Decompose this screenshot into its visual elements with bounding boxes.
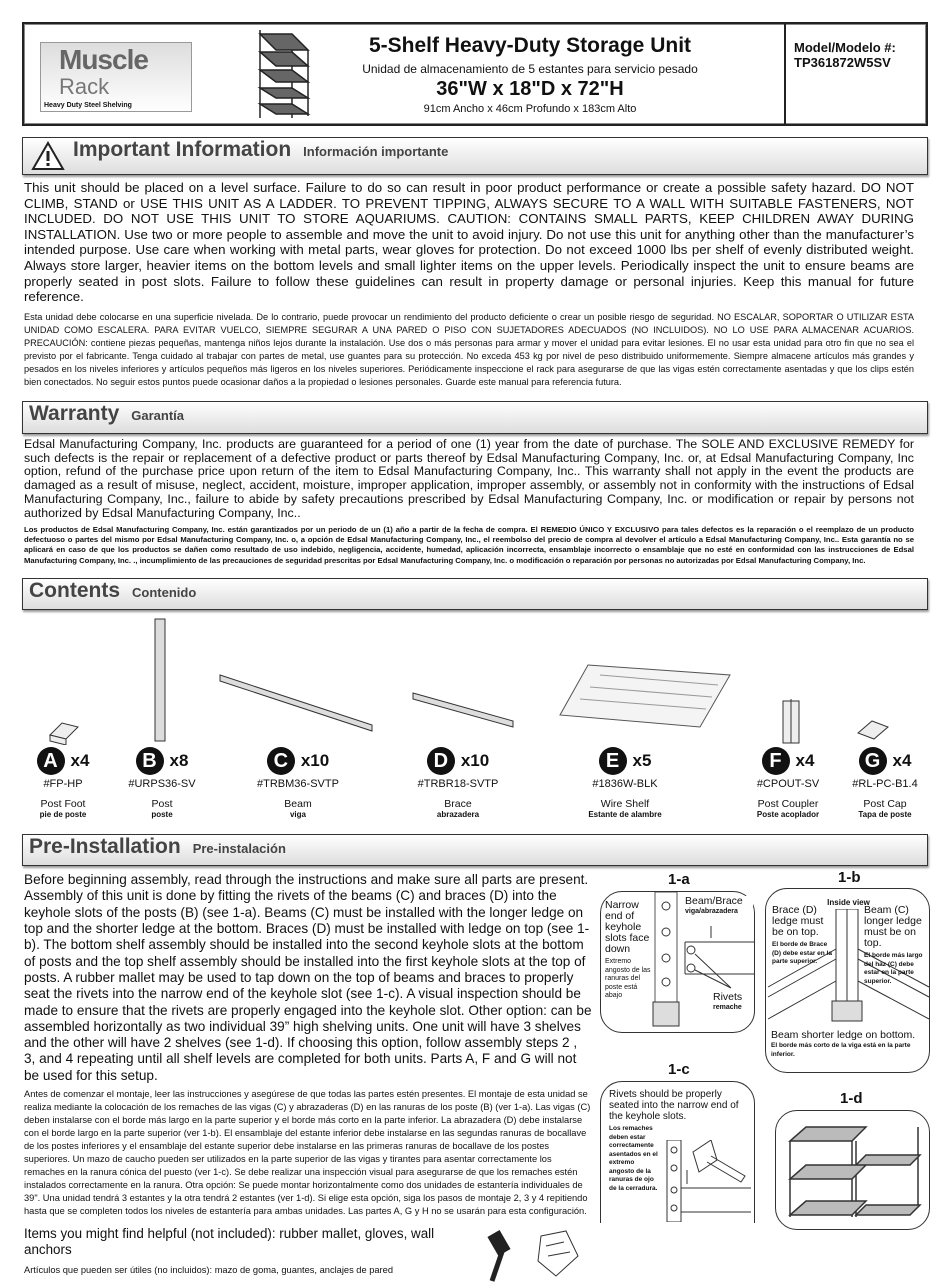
beam-bottom-label-es: El borde más corto de la viga está en la parte inferior. — [771, 1042, 911, 1058]
product-title: 5-Shelf Heavy-Duty Storage Unit — [368, 34, 692, 57]
part-letter: E — [599, 747, 627, 775]
section-heading: Pre-Installation — [29, 835, 181, 859]
part-name-es: Estante de alambre — [588, 810, 662, 820]
logo-text: Muscle — [59, 44, 148, 75]
part-g — [830, 747, 940, 819]
section-heading-es: Pre-instalación — [192, 841, 286, 857]
figure-1a-title: 1-a — [668, 871, 690, 889]
rivets-label: Rivets — [713, 991, 743, 1004]
helpful-items-es: Artículos que pueden ser útiles (no incluidos): mazo de goma, guantes, anclajes de pared — [24, 1265, 393, 1276]
important-text-en: This unit should be placed on a level surface. Failure to do so can result in poor product performance or create a possible safety hazard. DO NOT CLIMB, STAND or USE THIS UNIT AS A LADDER. TO PREVENT TIPPING, ALWAYS SECURE TO A WALL WITH SUITABLE FASTENERS, NOT INCLUDED. DO NOT USE THIS UNIT TO STORE AQUARIUMS. CAUTION: CONTAINS SMALL PARTS, KEEP CHILDREN AWAY DURING INSTALLATION. Use two or more people to assemble and move the unit to avoid injury. Do not use this unit for anything other than the manufacturer’s intended purpose. Use care when working with metal parts, wear gloves for protection. Do not exceed 1000 lbs per shelf of evenly distributed weight. Always store larger, heavier items on the bottom levels and small lighter items on the upper levels. Periodically inspect the unit to ensure beams are properly seated in post slots. Failure to follow these guidelines can result in property damage or personal injuries. Keep this manual for future reference. — [24, 180, 914, 305]
part-qty: x4 — [70, 751, 90, 771]
part-name: Post Coupler — [757, 798, 819, 811]
post-cap-drawing — [858, 721, 888, 739]
dimensions: 36"W x 18"D x 72"H — [436, 78, 624, 100]
part-letter: D — [427, 747, 455, 775]
part-letter: G — [859, 747, 887, 775]
part-name: Post — [151, 798, 173, 811]
brace-ledge-label: Brace (D) ledge must be on top. — [772, 904, 824, 939]
figure-1d-title: 1-d — [840, 1090, 863, 1108]
post-coupler-drawing — [783, 699, 799, 743]
wire-shelf-drawing — [560, 665, 730, 727]
rivets-seated-label-es: Los remaches deben estar correctamente asentados en el extremo angosto de la ranuras de ojo de la cerradura. — [609, 1125, 658, 1192]
part-name-es: viga — [289, 810, 306, 820]
part-qty: x5 — [632, 751, 652, 771]
brace-ledge-callout — [772, 905, 832, 967]
post-drawing — [155, 619, 165, 741]
model-number: TP361872W5SV — [794, 55, 891, 70]
part-sku: #CPOUT-SV — [756, 778, 820, 791]
figure-1b-title: 1-b — [838, 869, 861, 887]
rivets-seated-label: Rivets should be properly seated into the narrow end of the keyhole slots. — [609, 1089, 739, 1123]
model-block — [784, 22, 896, 126]
part-name: Post Foot — [40, 798, 86, 811]
beam-brace-label: Beam/Brace — [685, 895, 743, 908]
document-body — [22, 137, 928, 1288]
rivets-label-es: remache — [713, 1004, 742, 1012]
beam-ledge-label-es: El borde más largo del haz (C) debe estar en la parte superior. — [864, 952, 923, 985]
helpful-items-en: Items you might find helpful (not included): rubber mallet, gloves, wall anchors — [24, 1226, 435, 1258]
narrow-end-callout — [605, 900, 651, 1001]
figure-1c — [600, 1081, 755, 1223]
product-subtitle-es: Unidad de almacenamiento de 5 estantes para servicio pesado — [362, 62, 698, 76]
preinstall-text-column — [22, 866, 592, 1288]
part-letter: A — [37, 747, 65, 775]
mallet-gloves-icon — [486, 1226, 586, 1286]
figure-1b — [765, 888, 930, 1073]
part-letter: F — [762, 747, 790, 775]
warranty-bar — [22, 401, 928, 434]
beam-brace-label-es: viga/abrazadera — [685, 908, 738, 916]
inside-view-label: Inside view — [827, 898, 870, 908]
part-a — [8, 747, 118, 819]
narrow-end-label: Narrow end of keyhole slots face down — [605, 899, 650, 956]
figure-1d — [775, 1110, 930, 1230]
title-block — [300, 34, 760, 115]
section-heading: Important Information — [73, 138, 292, 161]
logo-tagline: Heavy Duty Steel Shelving — [44, 102, 132, 109]
figure-1c-title: 1-c — [668, 1061, 690, 1079]
part-qty: x8 — [169, 751, 189, 771]
part-d — [403, 747, 513, 819]
part-sku: #FP-HP — [43, 778, 83, 791]
beam-ledge-callout — [864, 905, 928, 986]
rivets-callout — [713, 992, 742, 1013]
important-text-es: Esta unidad debe colocarse en una superficie nivelada. De lo contrario, puede provocar un rendimiento del producto deficiente o crear un posible riesgo de seguridad. NO ESCALAR, SOPORTAR O UTILIZAR ESTA UNIDAD COMO ESCALERA. PARA EVITAR VUELCO, SIEMPRE SEGURAR A UNA PARED O PISO CON SUJETADORES ADECUADOS (NO INCLUIDOS). NO LO USE PARA ALMACENAR ACUARIOS. PRECAUCIÓN: contiene piezas pequeñas, mantenga niños lejos durante la instalación. Use dos o más personas para armar y mover el unidad para evitar lesiones. El no usar esta unidad para otro fin que no sea el previsto por el fabricante. Tenga cuidado al trabajar con partes de metal, use guantes para su protección. No exceda 453 kg por nivel de peso distribuido uniformemente. Siempre almacene artículos más grandes y pesados en los niveles inferiores y artículos pequeños más ligeros en los niveles superiores. Periódicamente inspeccione el rack para asegurarse de que las vigas estén correctamente asentadas y que los clips estén bien conectados. No seguir estos puntos puede ocasionar daños a la propiedad o lesiones personales. Guarde este manual para referencia futura. — [24, 311, 914, 387]
part-qty: x4 — [892, 751, 912, 771]
part-name: Beam — [284, 798, 312, 811]
part-name-es: pie de poste — [39, 810, 87, 820]
section-heading: Contents — [29, 579, 120, 603]
part-qty: x10 — [460, 751, 490, 771]
preinstall-section — [22, 834, 928, 1288]
contents-section — [22, 578, 928, 834]
brace-ledge-label-es: El borde de Brace (D) debe estar en la parte superior. — [772, 941, 832, 966]
part-sku: #RL-PC-B1.4 — [852, 778, 918, 791]
warranty-text-es: Los productos de Edsal Manufacturing Company, Inc. están garantizados por un periodo de un (1) año a partir de la fecha de compra. El REMEDIO ÚNICO Y EXCLUSIVO para tales defectos es la reparación o el reemplazo de un producto defectuoso o partes del mismo por Edsal Manufacturing Company, Inc. o, a opción de Edsal Manufacturing Company, Inc., el reembolso del precio de compra al devolver el artículo a Edsal Manufacturing Company, Inc.. Esta garantía no se aplicará en caso de que los productos se dañen como resultado de uso indebido, negligencia, accidente, humedad, aplicación incorrecta, ensamblaje incorrecto o ensamblaje que no esté en conformidad con las instrucciones de Edsal Manufacturing Company, Inc. ., incumplimiento de las precauciones de seguridad prescritas por Edsal Manufacturing Company, Inc. o modificación o reparación por personas no autorizadas por Edsal Manufacturing Company, Inc. — [24, 524, 914, 565]
rivets-seated-callout — [609, 1089, 749, 1193]
part-c — [243, 747, 353, 819]
brace-drawing — [413, 693, 513, 727]
figure-1a — [600, 891, 755, 1033]
section-heading-es: Garantía — [131, 407, 184, 423]
horizontal-units-drawing — [786, 1121, 922, 1221]
muscle-rack-logo — [40, 42, 192, 112]
part-sku: #TRBR18-SVTP — [417, 778, 499, 791]
section-heading-es: Información importante — [303, 144, 449, 159]
section-heading-es: Contenido — [132, 585, 197, 601]
part-sku: #URPS36-SV — [128, 778, 196, 791]
parts-illustrations — [0, 615, 950, 745]
preinstall-bar — [22, 834, 928, 866]
narrow-end-label-es: Extremo angosto de las ranuras del poste está abajo — [605, 958, 651, 1000]
dimensions-es: 91cm Ancho x 46cm Profundo x 183cm Alto — [423, 103, 637, 115]
part-name-es: Tapa de poste — [858, 810, 912, 820]
part-name: Brace — [444, 798, 472, 811]
part-e — [570, 747, 680, 819]
section-heading: Warranty — [29, 401, 120, 425]
part-qty: x4 — [795, 751, 815, 771]
part-letter: B — [136, 747, 164, 775]
model-label: Model/Modelo #: — [794, 40, 896, 55]
part-sku: #1836W-BLK — [592, 778, 658, 791]
preinstall-text-en: Before beginning assembly, read through the instructions and make sure all parts are present. Assembly of this unit is done by fitting the rivets of the beams (C) and braces (D) into the keyhole slots of the posts (B) (see 1-a). Beams (C) must be installed with the longer ledge on top and the shorter ledge at the bottom. Braces (D) must be installed with ledge on top (see 1-b). The bottom shelf assembly should be installed into the second keyhole slots at the bottom of posts and the top shelf assembly should be installed into the first keyhole slots at the top of posts. A rubber mallet may be used to tap down on the top of beams and braces to properly seat the rivets into the narrow end of the keyhole slot (see 1-c). A visual inspection should be made to ensure that the rivets are properly engaged into the keyhole slot. Other option: can be assembled horizontally as two individual 39” high shelving units. One unit will have 3 shelves and the other will have 2 shelves (see 1-d). If choosing this option, follow assembly steps 2 , 3, and 4 repeating until all shelf levels are completed for both units. Parts A, F and G will not be used for this setup. — [24, 872, 592, 1083]
beam-ledge-label: Beam (C) longer ledge must be on top. — [864, 904, 922, 950]
part-name-es: poste — [151, 810, 173, 820]
warning-icon — [31, 141, 65, 171]
important-info-bar — [22, 137, 928, 175]
part-b — [107, 747, 217, 819]
part-name: Post Cap — [863, 798, 907, 811]
beam-drawing — [220, 675, 372, 731]
helpful-items — [24, 1226, 592, 1288]
contents-bar — [22, 578, 928, 610]
part-qty: x10 — [300, 751, 330, 771]
beam-brace-callout — [685, 896, 753, 917]
part-sku: #TRBM36-SVTP — [257, 778, 339, 791]
warranty-text-en: Edsal Manufacturing Company, Inc. products are guaranteed for a period of one (1) year from the date of purchase. The SOLE AND EXCLUSIVE REMEDY for such defects is the repair or replacement of a defective product or parts thereof by Edsal Manufacturing Company, Inc. or, at Edsal Manufacturing Company, Inc option, refund of the purchase price upon return of the item to Edsal Manufacturing Company, Inc.. This warranty shall not apply in the event the products are damaged as a result of misuse, neglect, accident, moisture, improper application, improper assembly, or assembly not in conformity with the instructions of Edsal Manufacturing Company, Inc., failure to abide by safety precautions prescribed by Edsal Manufacturing Company, Inc. or modification or repair by persons not authorized by Edsal Manufacturing Company, Inc.. — [24, 436, 914, 520]
part-f — [733, 747, 843, 819]
part-letter: C — [267, 747, 295, 775]
part-name: Wire Shelf — [600, 798, 650, 811]
logo-text-2: Rack — [59, 74, 110, 99]
preinstall-text-es: Antes de comenzar el montaje, leer las instrucciones y asegúrese de que todas las partes estén presentes. El montaje de esta unidad se realiza mediante la colocación de los remaches de las vigas (C) y abrazaderas (D) en las ranuras de los poste (B) (ver 1-a). Las vigas (C) deben instalarse con el borde más largo en la parte superior y el borde más corto en la parte inferior. La abrazadera (D) debe instalarse con el borde largo en la parte superior (ver 1-b). El ensamblaje del estante inferior debe instalarse en las segundas ranuras de bocallave de los postes inferiores y el ensamblaje del estante superior debe instalarse en las primeras ranuras de bocallave de los postes superiores. Un mazo de caucho pueden ser utilizados en la parte superior de las vigas y tirantes para asentar correctamente los remaches en la ranura cónica del puesto (ver 1-c). Se debe realizar una inspección visual para asegurarse de que los remaches estén instalados correctamente en la ranura. Otra opción: Se puede montar horizontalmente como dos unidades de estantería individuales de 39". Una unidad tendrá 3 estantes y la otra tendrá 2 estantes (ver 1-d). Si elige esta opción, siga los pasos de montaje 2, 3 y 4 repitiendo hasta que se completen todos los niveles de estantería para ambas unidades. Las partes A, G y H no se usarán para esta configuración. — [24, 1089, 591, 1217]
beam-bottom-callout — [771, 1030, 927, 1059]
beam-bottom-label: Beam shorter ledge on bottom. — [771, 1029, 916, 1042]
part-name-es: Poste acoplador — [756, 810, 820, 820]
part-name-es: abrazadera — [436, 810, 480, 820]
post-foot-drawing — [50, 723, 78, 745]
